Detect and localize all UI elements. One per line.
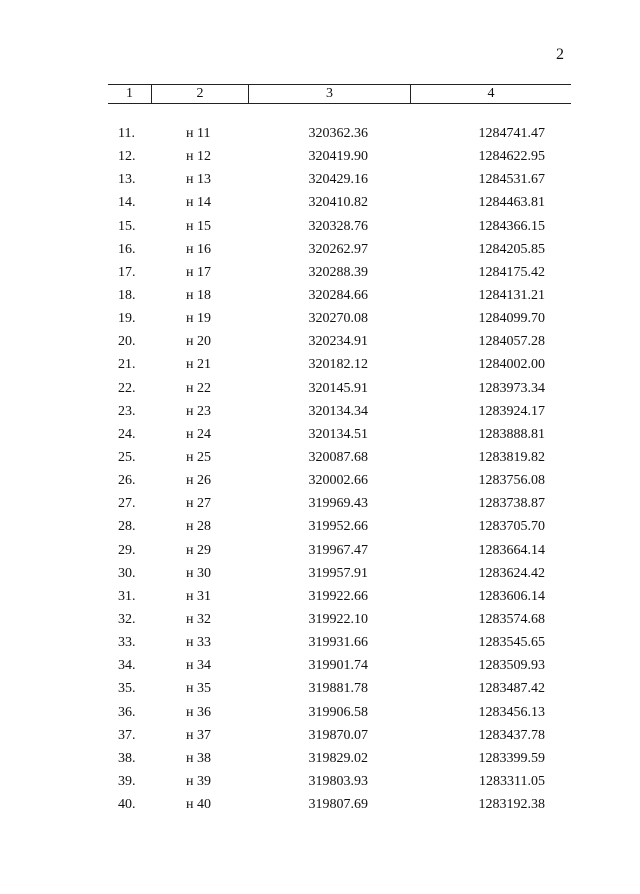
point-label: н 11 — [186, 126, 211, 141]
coordinate-y: 1284531.67 — [478, 172, 545, 188]
row-number: 33. — [118, 635, 136, 651]
row-number: 28. — [118, 519, 136, 535]
coordinate-x: 319967.47 — [308, 542, 368, 558]
row-number: 37. — [118, 727, 136, 743]
coordinate-x: 320002.66 — [308, 473, 368, 489]
coordinate-x: 319957.91 — [308, 565, 368, 581]
coordinate-y: 1283756.08 — [478, 473, 545, 489]
table-row — [108, 703, 571, 726]
table-row — [108, 217, 571, 240]
point-label: н 38 — [186, 750, 211, 766]
row-number: 29. — [118, 542, 136, 558]
row-number: 15. — [118, 218, 136, 234]
row-number: 21. — [118, 357, 136, 373]
point-label: н 39 — [186, 773, 211, 789]
coordinate-y: 1283545.65 — [478, 635, 545, 651]
table-row — [108, 124, 571, 147]
row-number: 22. — [118, 380, 136, 396]
row-number: 13. — [118, 172, 136, 188]
coordinate-x: 320182.12 — [308, 357, 368, 373]
table-row — [108, 587, 571, 610]
coordinate-y: 1283399.59 — [478, 750, 545, 766]
point-label: н 40 — [186, 797, 211, 813]
point-label: н 35 — [186, 681, 211, 697]
coordinate-y: 1284131.21 — [478, 287, 545, 303]
table-row — [108, 772, 571, 795]
coordinate-x: 320284.66 — [308, 287, 368, 303]
table-row — [108, 726, 571, 749]
point-label: н 24 — [186, 426, 211, 442]
coordinate-x: 320234.91 — [308, 334, 368, 350]
coordinate-y: 1284366.15 — [478, 218, 545, 234]
table-body — [108, 124, 571, 818]
row-number: 34. — [118, 658, 136, 674]
point-label: н 34 — [186, 658, 211, 674]
coordinate-x: 320134.34 — [308, 403, 368, 419]
coordinate-y: 1283973.34 — [478, 380, 545, 396]
point-label: н 30 — [186, 565, 211, 581]
coordinate-x: 319901.74 — [308, 658, 368, 674]
point-label: н 23 — [186, 403, 211, 419]
coordinate-x: 319870.07 — [308, 727, 368, 743]
coordinate-x: 319969.43 — [308, 496, 368, 512]
coordinate-x: 319906.58 — [308, 704, 368, 720]
row-number: 40. — [118, 797, 136, 813]
coordinate-y: 1284175.42 — [478, 264, 545, 280]
table-row — [108, 309, 571, 332]
coordinate-x: 319829.02 — [308, 750, 368, 766]
point-label: н 33 — [186, 635, 211, 651]
coordinate-y: 1283487.42 — [478, 681, 545, 697]
point-label: н 15 — [186, 218, 211, 234]
table-row — [108, 541, 571, 564]
row-number: 24. — [118, 426, 136, 442]
coordinate-y: 1283606.14 — [478, 588, 545, 604]
point-label: н 37 — [186, 727, 211, 743]
point-label: н 13 — [186, 172, 211, 188]
coordinate-y: 1283456.13 — [478, 704, 545, 720]
row-number: 23. — [118, 403, 136, 419]
point-label: н 21 — [186, 357, 211, 373]
point-label: н 22 — [186, 380, 211, 396]
table-row — [108, 471, 571, 494]
table-row — [108, 679, 571, 702]
table-row — [108, 193, 571, 216]
coordinate-y: 1284622.95 — [478, 149, 545, 165]
row-number: 19. — [118, 311, 136, 327]
coordinate-x: 319807.69 — [308, 797, 368, 813]
coordinate-x: 320410.82 — [308, 195, 368, 211]
header-col-2: 2 — [152, 85, 249, 103]
coordinate-y: 1283509.93 — [478, 658, 545, 674]
point-label: н 27 — [186, 496, 211, 512]
coordinate-y: 1283924.17 — [478, 403, 545, 419]
coordinate-y: 1284002.00 — [478, 357, 545, 373]
table-row — [108, 795, 571, 818]
row-number: 39. — [118, 773, 136, 789]
row-number: 32. — [118, 611, 136, 627]
coordinate-y: 1283311.05 — [479, 773, 545, 789]
row-number: 35. — [118, 681, 136, 697]
table-row — [108, 355, 571, 378]
coordinate-y: 1284463.81 — [478, 195, 545, 211]
table-row — [108, 263, 571, 286]
point-label: н 36 — [186, 704, 211, 720]
row-number: 12. — [118, 149, 136, 165]
row-number: 16. — [118, 241, 136, 257]
coordinate-x: 320262.97 — [308, 241, 368, 257]
row-number: 31. — [118, 588, 136, 604]
coordinate-y: 1284741.47 — [478, 126, 545, 141]
row-number: 38. — [118, 750, 136, 766]
coordinate-x: 319952.66 — [308, 519, 368, 535]
table-row — [108, 517, 571, 540]
coordinate-x: 320134.51 — [308, 426, 368, 442]
header-col-1: 1 — [108, 85, 152, 103]
coordinate-x: 320429.16 — [308, 172, 368, 188]
table-row — [108, 633, 571, 656]
coordinate-y: 1283574.68 — [478, 611, 545, 627]
coordinate-y: 1283705.70 — [478, 519, 545, 535]
coordinate-x: 319931.66 — [308, 635, 368, 651]
row-number: 27. — [118, 496, 136, 512]
point-label: н 17 — [186, 264, 211, 280]
point-label: н 12 — [186, 149, 211, 165]
point-label: н 28 — [186, 519, 211, 535]
coordinate-x: 320362.36 — [308, 126, 368, 141]
coordinate-x: 319881.78 — [308, 681, 368, 697]
point-label: н 16 — [186, 241, 211, 257]
table-row — [108, 402, 571, 425]
table-row — [108, 564, 571, 587]
table-row — [108, 170, 571, 193]
header-col-3: 3 — [249, 85, 411, 103]
table-row — [108, 448, 571, 471]
coordinate-y: 1283738.87 — [478, 496, 545, 512]
coordinate-y: 1283819.82 — [478, 449, 545, 465]
table-header — [108, 84, 571, 104]
header-col-4: 4 — [487, 86, 495, 101]
point-label: н 20 — [186, 334, 211, 350]
table-row — [108, 379, 571, 402]
point-label: н 32 — [186, 611, 211, 627]
page-number: 2 — [556, 46, 564, 63]
row-number: 26. — [118, 473, 136, 489]
row-number: 18. — [118, 287, 136, 303]
coordinate-x: 319922.10 — [308, 611, 368, 627]
table-row — [108, 425, 571, 448]
point-label: н 31 — [186, 588, 211, 604]
coordinate-y: 1283624.42 — [478, 565, 545, 581]
coordinate-x: 320288.39 — [308, 264, 368, 280]
coordinate-y: 1283437.78 — [478, 727, 545, 743]
point-label: н 25 — [186, 449, 211, 465]
point-label: н 14 — [186, 195, 211, 211]
point-label: н 26 — [186, 473, 211, 489]
row-number: 20. — [118, 334, 136, 350]
coordinate-x: 320145.91 — [308, 380, 368, 396]
table-row — [108, 656, 571, 679]
table-row — [108, 494, 571, 517]
coordinate-x: 320419.90 — [308, 149, 368, 165]
row-number: 25. — [118, 449, 136, 465]
coordinate-x: 319922.66 — [308, 588, 368, 604]
row-number: 17. — [118, 264, 136, 280]
coordinate-x: 320270.08 — [308, 311, 368, 327]
row-number: 30. — [118, 565, 136, 581]
coordinate-x: 320328.76 — [308, 218, 368, 234]
table-row — [108, 332, 571, 355]
row-number: 14. — [118, 195, 136, 211]
coordinate-y: 1283192.38 — [478, 797, 545, 813]
table-row — [108, 610, 571, 633]
table-row — [108, 749, 571, 772]
coordinate-y: 1283888.81 — [478, 426, 545, 442]
coordinate-x: 320087.68 — [308, 449, 368, 465]
coordinate-y: 1284205.85 — [478, 241, 545, 257]
coordinate-y: 1284057.28 — [478, 334, 545, 350]
coordinate-y: 1283664.14 — [478, 542, 545, 558]
point-label: н 29 — [186, 542, 211, 558]
row-number: 11. — [118, 126, 135, 141]
row-number: 36. — [118, 704, 136, 720]
table-row — [108, 240, 571, 263]
table-row — [108, 286, 571, 309]
point-label: н 19 — [186, 311, 211, 327]
coordinate-y: 1284099.70 — [478, 311, 545, 327]
coordinate-x: 319803.93 — [308, 773, 368, 789]
table-row — [108, 147, 571, 170]
point-label: н 18 — [186, 287, 211, 303]
